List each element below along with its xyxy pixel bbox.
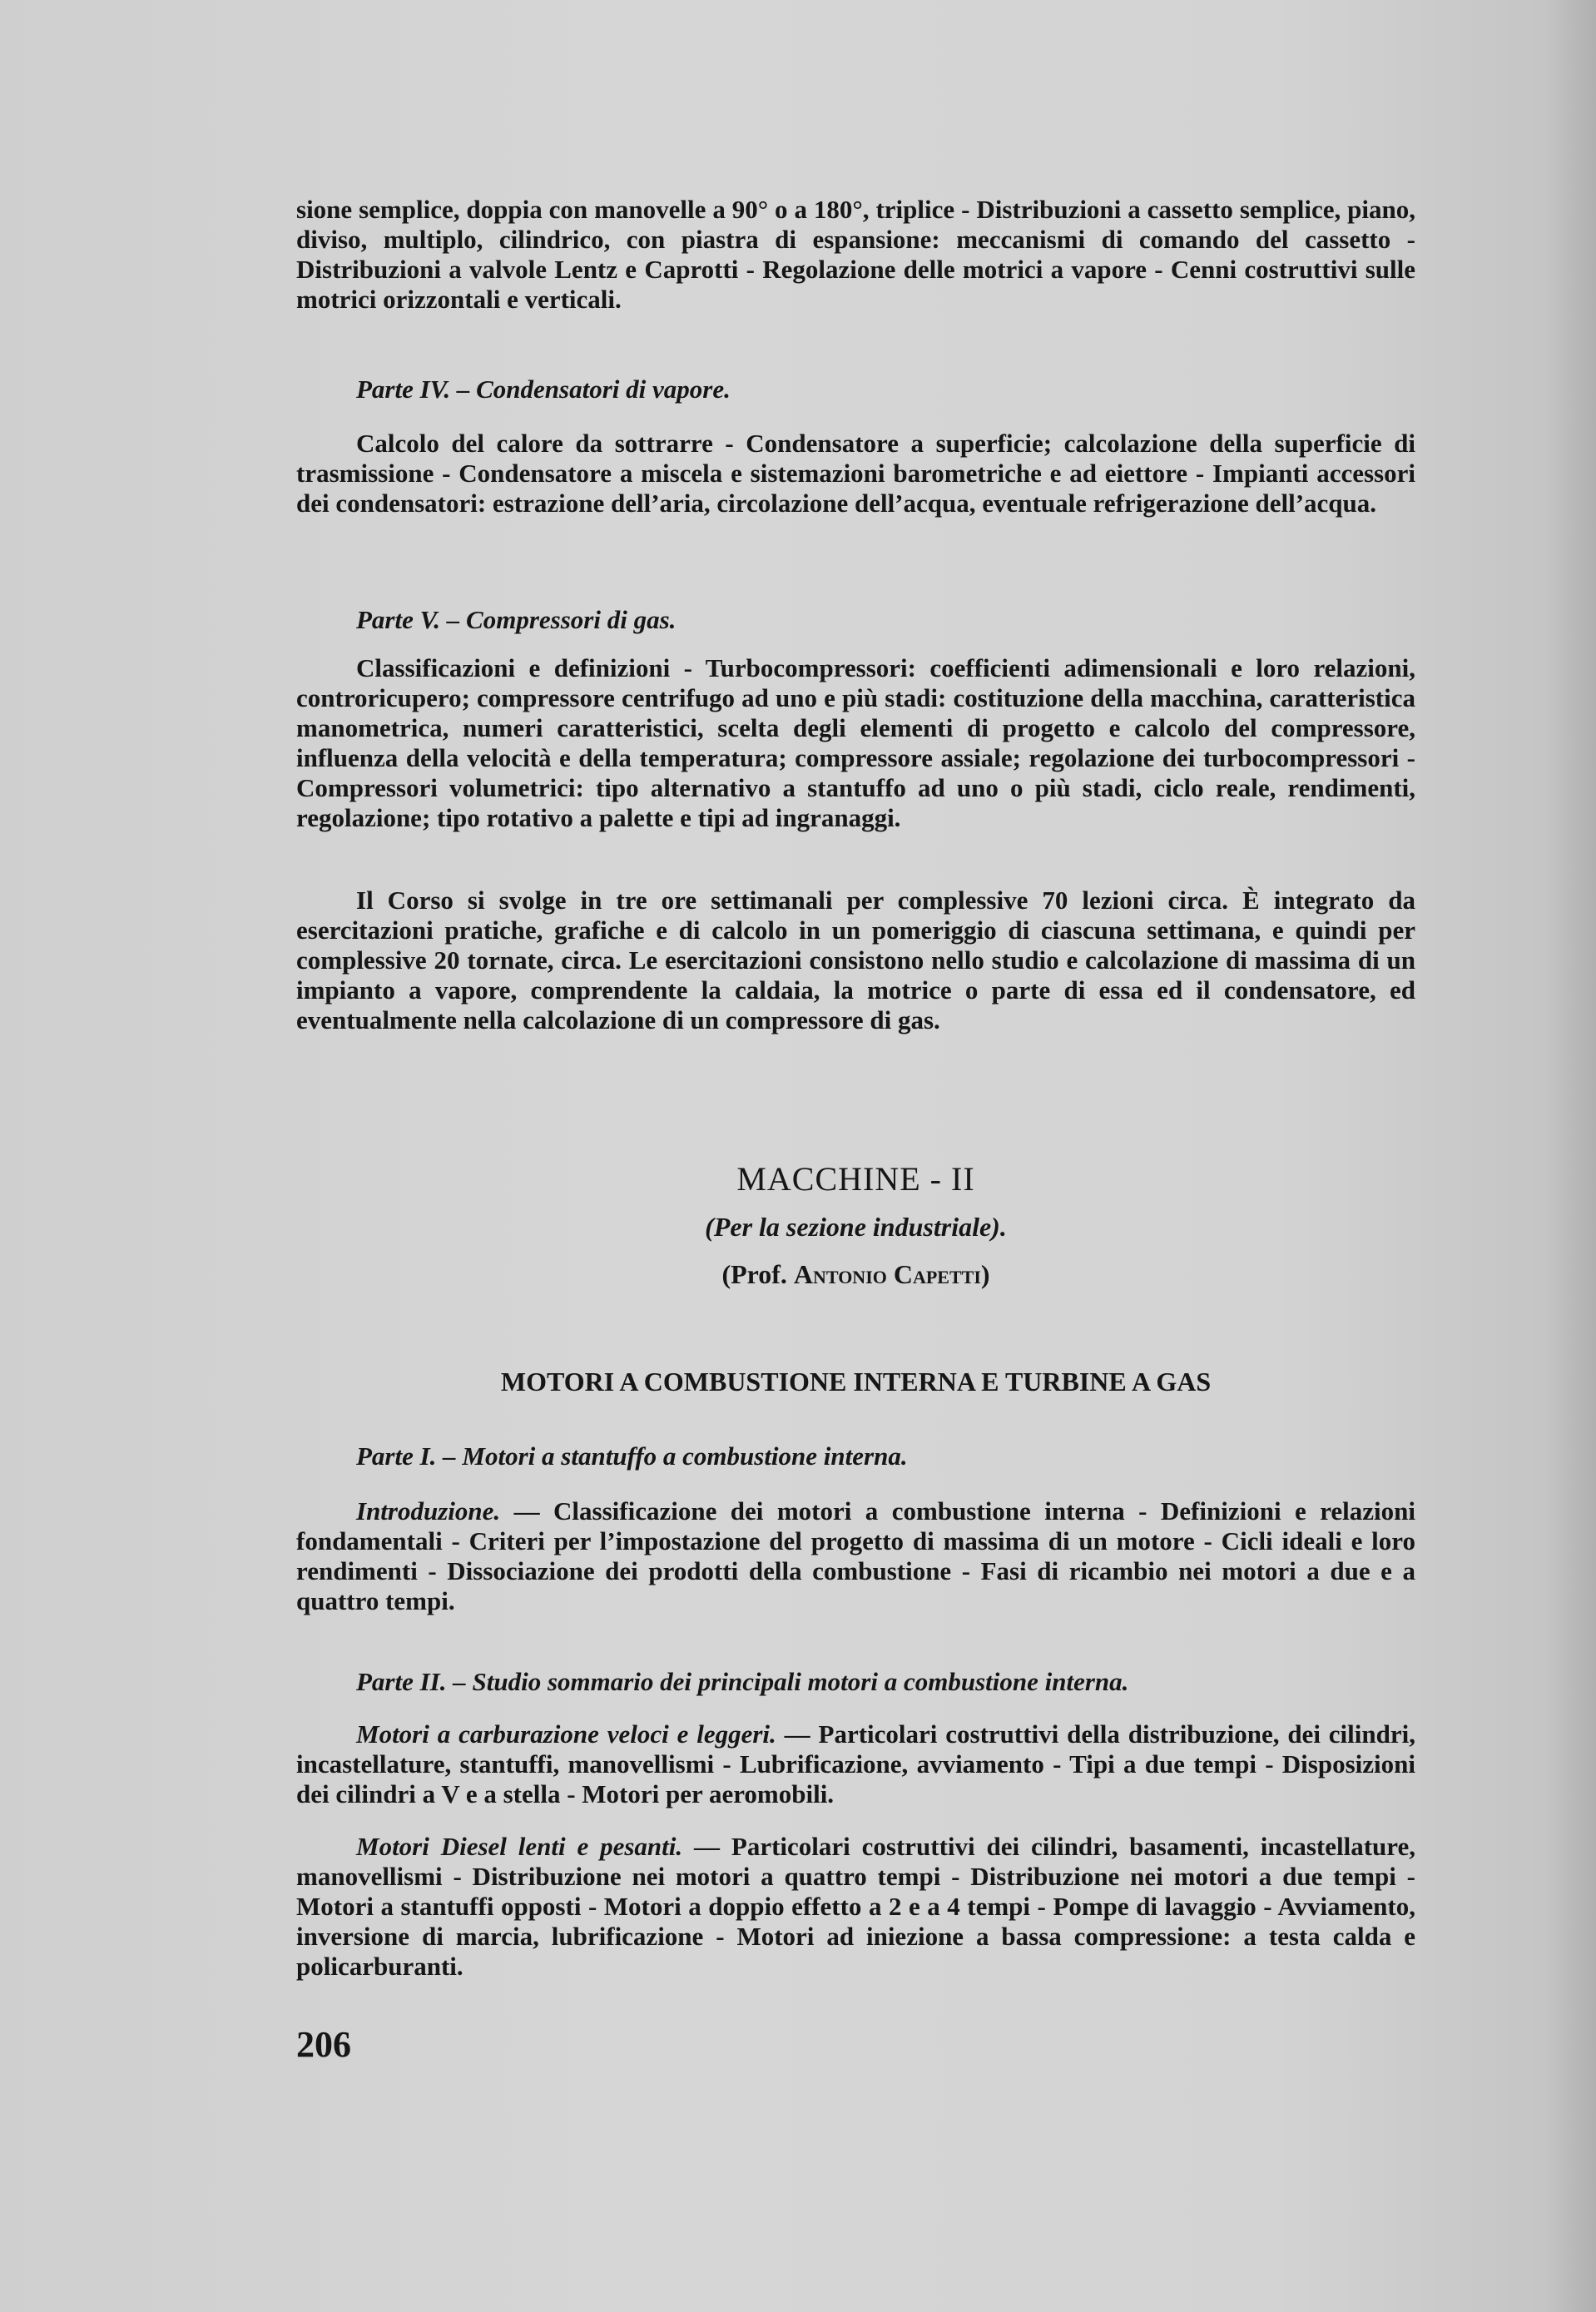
course-section-text: (Per la sezione industriale). <box>705 1212 1007 1242</box>
intro-text: — Classificazione dei motori a combustione interna - Definizioni e relazioni fondamentali - Criteri per l’impostazione del progetto di massima di un motore - Cicli ideali e loro rendimenti - Dissociazione dei prodotti della combustione - Fasi di ricambio nei motori a due e a quattro tempi. <box>296 1496 1415 1615</box>
diesel-text: — Particolari costruttivi dei cilindri, basamenti, incastellature, manovellismi - Distribuzione nei motori a quattro tempi - Distribuzione nei motori a due tempi - Motori a stantuffi opposti - Motori a doppio effetto a 2 e a 4 tempi - Pompe di lavaggio - Avviamento, inversione di marcia, lubrificazione - Motori ad iniezione a bassa compressione: a testa calda e policarburanti. <box>296 1832 1416 1981</box>
parte-ii-heading: Parte II. – Studio sommario dei principali motori a combustione interna. <box>356 1667 1129 1696</box>
professor-name: Antonio Capetti <box>793 1259 981 1289</box>
professor-suffix: ) <box>980 1259 990 1289</box>
carburazione-paragraph <box>296 1719 1415 1809</box>
intro-lead: Introduzione. <box>356 1496 501 1526</box>
carburazione-text: — Particolari costruttivi della distribuzione, dei cilindri, incastellature, stantuffi, manovellismi - Lubrificazione, avviamento - Tipi a due tempi - Disposizioni dei cilindri a V e a stella - Motori per aeromobili. <box>296 1719 1415 1808</box>
diesel-paragraph <box>296 1832 1415 1982</box>
parte-i-intro <box>296 1496 1415 1616</box>
parte-v-text: Classificazioni e definizioni - Turbocompressori: coefficienti adimensionali e loro relazioni, controricupero; compressore centrifugo ad uno e più stadi: costituzione della macchina, caratteristica manometrica, numeri caratteristici, scelta degli elementi di progetto e calcolo del compressore, influenza della velocità e della temperatura; compressore assiale; regolazione dei turbocompressori - Compressori volumetrici: tipo alternativo a stantuffo ad uno o più stadi, ciclo reale, rendimenti, regolazione; tipo rotativo a palette e tipi ad ingranaggi. <box>296 653 1415 832</box>
course-paragraph: Il Corso si svolge in tre ore settimanali per complessive 70 lezioni circa. È integrato da esercitazioni pratiche, grafiche e di calcolo in un pomeriggio di ciascuna settimana, e quindi per complessive 20 tornate, circa. Le esercitazioni consistono nello studio e calcolazione di massima di un impianto a vapore, comprendente la caldaia, la motrice o parte di essa ed il condensatore, ed eventualmente nella calcolazione di un compressore di gas. <box>296 886 1415 1034</box>
parte-iv-text: Calcolo del calore da sottrarre - Condensatore a superficie; calcolazione della superficie di trasmissione - Condensatore a miscela e sistemazioni barometriche e ad eiettore - Impianti accessori dei condensatori: estrazione dell’aria, circolazione dell’acqua, eventuale refrigerazione dell’acqua. <box>296 429 1415 518</box>
course-title: MACCHINE - II <box>736 1160 975 1198</box>
professor-line <box>296 1258 1415 1290</box>
parte-i-heading: Parte I. – Motori a stantuffo a combustione interna. <box>356 1441 908 1471</box>
professor-prefix: (Prof. <box>721 1259 794 1289</box>
parte-v-heading: Parte V. – Compressori di gas. <box>356 605 677 634</box>
diesel-lead: Motori Diesel lenti e pesanti. <box>356 1832 683 1861</box>
section-heading: MOTORI A COMBUSTIONE INTERNA E TURBINE A GAS <box>500 1367 1212 1397</box>
continuation-paragraph: sione semplice, doppia con manovelle a 90° o a 180°, triplice - Distribuzioni a cassetto semplice, piano, diviso, multiplo, cilindrico, con piastra di espansione: meccanismi di comando del cassetto - Distribuzioni a valvole Lentz e Caprotti - Regolazione delle motrici a vapore - Cenni costruttivi sulle motrici orizzontali e verticali. <box>296 195 1415 314</box>
carburazione-lead: Motori a carburazione veloci e leggeri. <box>356 1719 776 1749</box>
page-edge-shadow <box>1546 0 1596 2312</box>
parte-iv-heading: Parte IV. – Condensatori di vapore. <box>356 375 731 404</box>
course-section <box>296 1211 1415 1243</box>
page-number: 206 <box>296 2024 351 2065</box>
